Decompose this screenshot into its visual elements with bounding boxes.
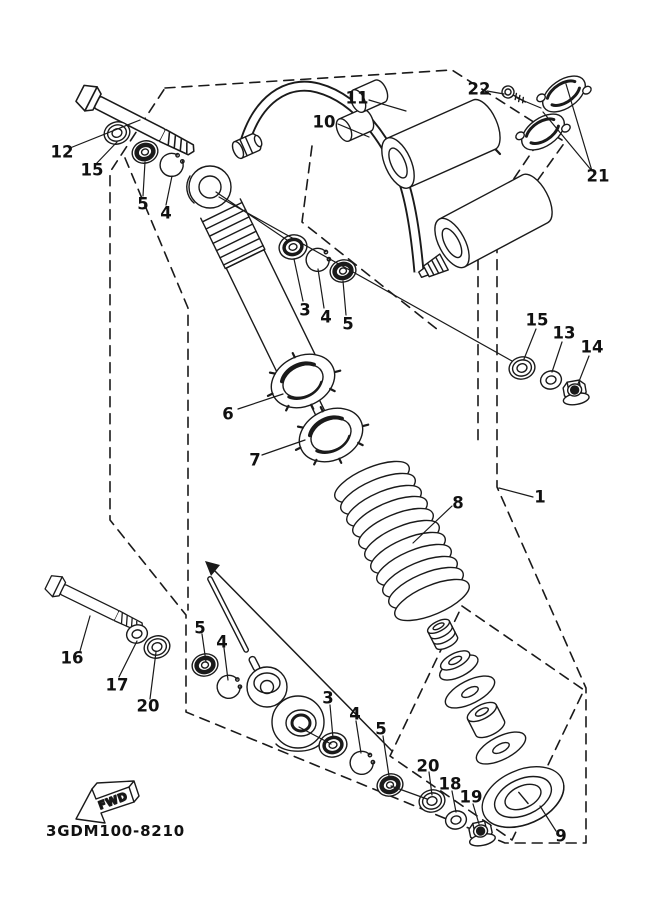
- callout-8: 8: [452, 493, 464, 513]
- callout-3: 3: [299, 300, 311, 320]
- callout-5: 5: [375, 719, 387, 739]
- coil-spring-8: [330, 453, 475, 629]
- banjo-fitting: [230, 132, 264, 160]
- callout-14: 14: [580, 337, 604, 357]
- reservoir-cylinder-installed: [428, 169, 559, 273]
- callout-4: 4: [216, 632, 228, 652]
- callout-5: 5: [137, 194, 149, 214]
- reservoir-assembly: [333, 78, 559, 283]
- callout-7: 7: [249, 450, 261, 470]
- lower-seal-5: [375, 771, 406, 799]
- relay-joint: [247, 667, 324, 751]
- fwd-arrow: [76, 781, 139, 823]
- lower-circlip-4: [349, 750, 375, 775]
- fwd-label: FWD: [96, 789, 130, 813]
- callout-5: 5: [342, 314, 354, 334]
- upper-circlip-4: [158, 151, 186, 178]
- mount-collar-15: [507, 354, 538, 382]
- callout-20: 20: [416, 756, 440, 776]
- parts-layer: [43, 68, 592, 848]
- callout-12: 12: [50, 142, 74, 162]
- callout-22: 22: [467, 79, 491, 99]
- callout-6: 6: [222, 404, 234, 424]
- callout-4: 4: [349, 704, 361, 724]
- callout-13: 13: [552, 323, 576, 343]
- callout-17: 17: [105, 675, 129, 695]
- callout-10: 10: [312, 112, 336, 132]
- inner-boundary-left: [125, 158, 188, 610]
- mount-washer-13: [539, 369, 564, 392]
- callout-9: 9: [555, 826, 567, 846]
- reservoir-clamp-21b: [514, 106, 572, 158]
- spring-seat-stack: [426, 616, 531, 770]
- pivot-circlip-4: [216, 674, 243, 700]
- reservoir-cylinder-exploded: [375, 95, 507, 193]
- callout-15: 15: [525, 310, 549, 330]
- callout-1: 1: [534, 487, 546, 507]
- callout-18: 18: [438, 774, 462, 794]
- callout-4: 4: [320, 307, 332, 327]
- callout-11: 11: [345, 88, 369, 108]
- grease-pin-long: [207, 576, 249, 653]
- part-code: 3GDM100-8210: [46, 822, 186, 840]
- flange-nut-14: [560, 379, 590, 407]
- callout-5: 5: [194, 618, 206, 638]
- callout-3: 3: [322, 688, 334, 708]
- callout-16: 16: [60, 648, 84, 668]
- inner-boundary-right: [478, 128, 548, 445]
- callout-21: 21: [586, 166, 610, 186]
- callout-19: 19: [459, 787, 483, 807]
- callout-15: 15: [80, 160, 104, 180]
- callout-4: 4: [160, 203, 172, 223]
- callout-20: 20: [136, 696, 160, 716]
